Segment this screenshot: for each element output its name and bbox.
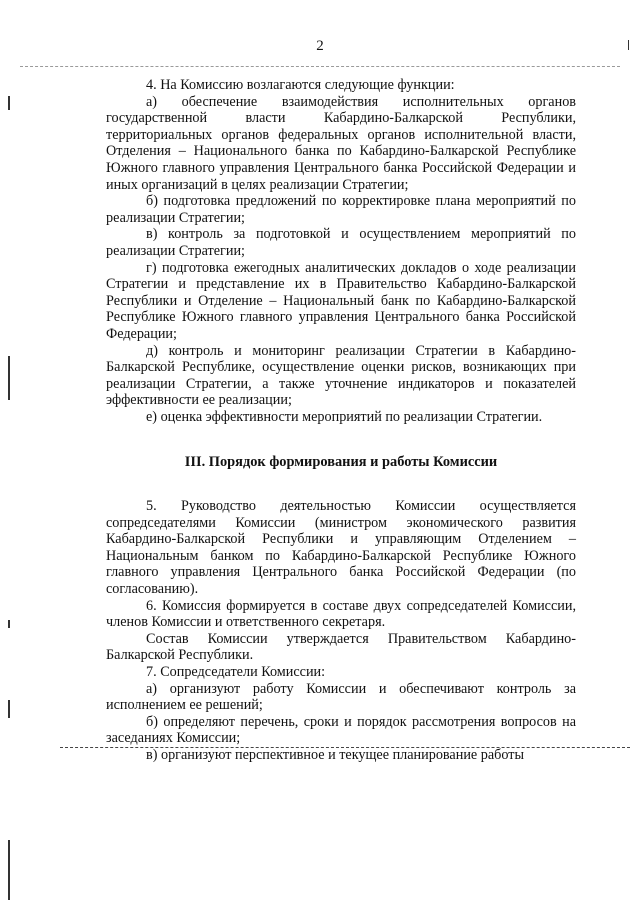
- paragraph: 7. Сопредседатели Комиссии:: [146, 664, 326, 680]
- paragraph: 6. Комиссия формируется в составе двух сопредседателей Комиссии, членов Комиссии и ответственного секретаря.: [106, 597, 576, 631]
- paragraph: Состав Комиссии утверждается Правительством Кабардино-Балкарской Республики.: [106, 630, 576, 664]
- paragraph: 5. Руководство деятельностью Комиссии осуществляется сопредседателями Комиссии (министром экономического развития Кабардино-Балкарской Республики и управляющим Отделением – Национальным банком по Кабардино-Балкарской Республике Южного главного управления Центрального банка Российской Федерации (по согласованию).: [106, 498, 576, 598]
- document-body: [106, 77, 576, 764]
- scan-artifact-mark: [8, 700, 10, 718]
- scan-artifact-mark: [8, 620, 10, 628]
- paragraph: а) организуют работу Комиссии и обеспечивают контроль за исполнением ее решений;: [106, 680, 576, 714]
- paragraph: д) контроль и мониторинг реализации Стратегии в Кабардино-Балкарской Республике, осуществление оценки рисков, возникающих при реализации Стратегии, а также уточнение индикаторов и показателей эффективности ее реализации;: [106, 342, 576, 409]
- paragraph: б) определяют перечень, сроки и порядок рассмотрения вопросов на заседаниях Комиссии;: [106, 713, 576, 747]
- scan-artifact-mark: [8, 840, 10, 900]
- scan-artifact-mark: [8, 356, 10, 400]
- section-heading: III. Порядок формирования и работы Комиссии: [184, 454, 498, 471]
- paragraph: в) контроль за подготовкой и осуществлением мероприятий по реализации Стратегии;: [106, 226, 576, 259]
- paragraph: 4. На Комиссию возлагаются следующие функции:: [146, 77, 455, 93]
- scan-artifact-mark: [8, 96, 10, 110]
- paragraph: в) организуют перспективное и текущее планирование работы: [146, 746, 525, 763]
- scan-artifact-line: [20, 66, 620, 67]
- page-number: 2: [316, 38, 324, 54]
- paragraph: б) подготовка предложений по корректировке плана мероприятий по реализации Стратегии;: [106, 193, 576, 226]
- paragraph: г) подготовка ежегодных аналитических докладов о ходе реализации Стратегии и представление их в Правительство Кабардино-Балкарской Республики и Отделение – Национальный банк по Кабардино-Балкарской Республике Южного главного управления Центрального банка Российской Федерации;: [106, 259, 576, 342]
- paragraph: е) оценка эффективности мероприятий по реализации Стратегии.: [146, 408, 543, 425]
- paragraph: а) обеспечение взаимодействия исполнительных органов государственной власти Кабардино-Балкарской Республики, территориальных органов федеральных органов исполнительной власти, Отделения – Национального банка по Кабардино-Балкарской Республике Южного главного управления Центрального банка Российской Федерации и иных организаций в целях реализации Стратегии;: [106, 93, 576, 193]
- scan-artifact-mark: [628, 40, 629, 50]
